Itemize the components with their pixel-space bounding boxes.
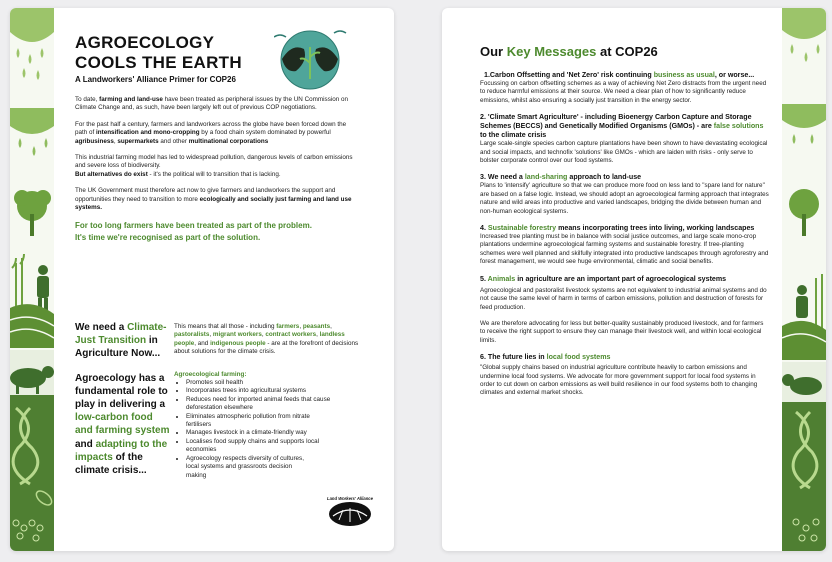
message-2	[480, 113, 770, 165]
page-title-line2: COOLS THE EARTH	[75, 53, 242, 72]
cow-icon	[782, 362, 826, 402]
means-paragraph: This means that all those - including farmers, peasants, pastoralists, migrant workers, contract workers, landless people, and indigenous people - are at the forefront of decisions about solutions for the climate crisis.	[174, 323, 359, 356]
intro-paragraph-3: This industrial farming model has led to widespread pollution, dangerous levels of carbon emissions and severe loss of biodiversity. But alternatives do exist - it's the political will to transition that is lacking.	[75, 154, 353, 178]
message-4	[480, 224, 770, 267]
message-2-body: Large scale-single species carbon capture plantations have been shown to have devastating ecological and social impacts, and technofix 'solutions' like GMOs - which are laiden with risks - only serve to bolster corporate control over our food systems.	[480, 140, 768, 165]
page-title-line1: AGROECOLOGY	[75, 33, 215, 52]
message-5-body-1: Agroecological and pastoralist livestock systems are not equivalent to industrial animal systems and do not cause the same level of harm in terms of carbon emissions, pollution and destruction of forests for feed production.	[480, 286, 767, 311]
left-decorative-strip	[10, 8, 54, 551]
callout-line-1: For too long farmers have been treated as part of the problem.	[75, 221, 312, 231]
lwa-logo-text: Land Workers' Alliance	[327, 496, 373, 501]
fields-icon	[10, 304, 54, 348]
list-item: • Reduces need for imported animal feeds that cause deforestation elsewhere	[186, 396, 336, 413]
message-1-body: Focussing on carbon offsetting schemes as a way of achieving Net Zero distracts from the urgent need to reduce harmful emissions at their source. We need a clear plan of how to significantly reduce emissions, whilst also ensuring a socially just transition in the energy sector.	[480, 80, 767, 104]
intro-paragraph-2: For the past half a century, farmers and landworkers across the globe have been forced down the path of intensification and mono-cropping by a food chain system dominated by powerful agribusiness, supermarkets and other multinational corporations	[75, 120, 347, 145]
message-3-heading: 3. We need a land-sharing approach to land-use	[480, 173, 642, 182]
globe-hands-icon	[274, 27, 350, 93]
message-6-body: "Global supply chains based on industrial agriculture contribute heavily to carbon emissions and undermine local food systems. We advocate for more government support for local food systems in order to cut down on carbon emissions as well build resilience in our food systems both to changing climates and external market shocks.	[480, 364, 758, 397]
agroecological-farming-list	[174, 379, 336, 480]
list-item: • Agroecology respects diversity of cultures, local systems and grassroots decision making	[186, 455, 306, 480]
list-item: • Eliminates atmospheric pollution from nitrate fertilisers	[186, 413, 336, 430]
cow-icon	[10, 350, 54, 395]
key-messages-list	[480, 71, 770, 398]
message-5	[480, 275, 770, 345]
fields-icon	[782, 321, 826, 360]
message-3-body: Plans to 'intensify' agriculture so that we can produce more food on less land to "spare land for nature" are based on a false logic. Instead, we should adopt an agroecological farming approach that integrates nature and wild areas into productive and varied landscapes, bridging the divide between human and non-human ecological systems.	[480, 182, 769, 215]
primer-page-right	[442, 8, 826, 551]
message-5-heading: 5. Animals in agriculture are an important part of agroecological systems	[480, 274, 727, 283]
climate-just-heading: We need a Climate-Just Transition in Agriculture Now...	[75, 322, 167, 360]
message-2-heading: 2. 'Climate Smart Agriculture' - including Bioenergy Carbon Capture and Storage Schemes (BECCS) and Genetically Modified Organisms (GMOs) - are false solutions to the climate crisis	[480, 113, 764, 140]
farmer-icon	[796, 285, 808, 318]
callout-quote	[75, 220, 360, 244]
list-item: • Localises food supply chains and supports local economies	[186, 438, 336, 455]
page-subtitle: A Landworkers' Alliance Primer for COP26	[75, 75, 236, 84]
primer-page-left	[10, 8, 394, 551]
right-decorative-strip	[782, 8, 826, 551]
intro-paragraph-4: The UK Government must therefore act now to give farmers and landworkers the support and opportunities they need to transition to more ecologically and socially just farming and land use systems.	[75, 187, 352, 212]
callout-line-2: It's time we're recognised as part of the solution.	[75, 233, 261, 243]
agroecological-farming-title: Agroecological farming:	[174, 370, 247, 378]
message-6	[480, 353, 770, 398]
message-1	[480, 71, 770, 105]
right-column-list	[174, 323, 366, 480]
message-4-body: Increased tree planting must be in balance with social justice outcomes, and large scale mono-crop plantations undermine agroecological farming systems and sustainable forestry. If tree-planting schemes were well planned and skilfully integrated into productive landscapes through agroforestry and forest management, we would see huge environmental, climatic and social benefits.	[480, 233, 769, 266]
lwa-logo	[327, 496, 373, 528]
message-5-body-2: We are therefore advocating for less but better-quality sustainably produced livestock, and for farmers to receive the right support to ensure they can manage their livestock well, and within local ecological limits.	[480, 319, 764, 344]
key-messages-title: Our Key Messages at COP26	[480, 44, 658, 59]
message-3	[480, 173, 770, 216]
list-item: • Manages livestock in a climate-friendly way	[186, 429, 336, 437]
agroecology-role-heading: Agroecology has a fundamental role to play in delivering a low-carbon food and farming system and adapting to the impacts of the climate crisis...	[75, 372, 170, 477]
intro-section	[75, 96, 360, 244]
message-1-heading: 1.Carbon Offsetting and 'Net Zero' risk continuing business as usual, or worse...	[484, 71, 755, 79]
left-column-statements	[75, 321, 171, 477]
list-item: • Incorporates trees into agricultural systems	[186, 387, 336, 395]
list-item: • Promotes soil health	[186, 379, 336, 387]
message-4-heading: 4. Sustainable forestry means incorporating trees into living, working landscapes	[480, 224, 755, 233]
message-6-heading: 6. The future lies in local food systems	[480, 353, 611, 362]
intro-paragraph-1: To date, farming and land-use have been treated as peripheral issues by the UN Commission on Climate Change and, as such, have been largely left out of previous COP negotiations.	[75, 96, 348, 112]
